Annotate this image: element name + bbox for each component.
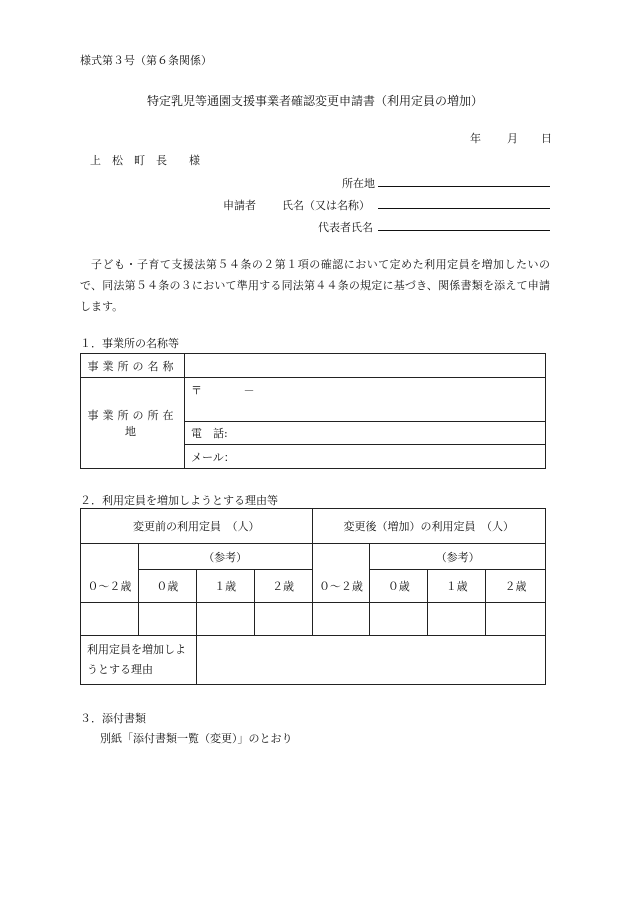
before-blank — [81, 544, 139, 570]
email-label: メール： — [191, 450, 235, 464]
postal-dash: － — [243, 384, 255, 397]
section2-heading: ２．利用定員を増加しようとする理由等 — [80, 494, 278, 507]
phone-label: 電 話: — [191, 427, 228, 440]
date-year: 年 — [470, 132, 481, 145]
postal-field[interactable] — [185, 378, 546, 422]
name-line[interactable] — [378, 208, 550, 209]
before-age-2-value[interactable] — [254, 603, 312, 636]
after-age-0-value[interactable] — [370, 603, 428, 636]
reason-label: 利用定員を増加しようとする理由 — [81, 636, 197, 685]
after-age-0-2-header: ０～２歳 — [312, 570, 370, 603]
date-month: 月 — [507, 132, 518, 145]
facility-table — [80, 353, 546, 469]
phone-field[interactable] — [185, 422, 546, 445]
before-age-0-value[interactable] — [138, 603, 196, 636]
document-title: 特定乳児等通園支援事業者確認変更申請書（利用定員の増加） — [146, 94, 483, 108]
after-age-0-2-value[interactable] — [312, 603, 370, 636]
section1-heading: １．事業所の名称等 — [80, 337, 179, 350]
capacity-table — [80, 508, 546, 685]
attachments-text: 別紙「添付書類一覧（変更）」のとおり — [100, 732, 293, 745]
before-age-2-header: ２歳 — [254, 570, 312, 603]
after-reference-label: （参考） — [370, 544, 546, 570]
after-age-2-value[interactable] — [486, 603, 546, 636]
name-label: 氏名（又は名称） — [282, 199, 370, 212]
facility-name-field[interactable] — [185, 354, 546, 378]
after-age-1-value[interactable] — [428, 603, 486, 636]
email-field[interactable] — [185, 445, 546, 469]
before-age-0-2-header: ０～２歳 — [81, 570, 139, 603]
reason-field[interactable] — [196, 636, 545, 685]
addressee: 上 松 町 長 様 — [90, 154, 200, 167]
after-age-2-header: ２歳 — [486, 570, 546, 603]
facility-name-label: 事業所の名称 — [81, 354, 185, 378]
date-day: 日 — [541, 132, 552, 145]
after-age-1-header: １歳 — [428, 570, 486, 603]
representative-label: 代表者氏名 — [318, 221, 373, 234]
section3-heading: ３．添付書類 — [80, 712, 146, 725]
facility-location-label: 事業所の所在地 — [81, 378, 185, 469]
postal-mark: 〒 — [191, 384, 202, 397]
before-capacity-header: 変更前の利用定員 （人） — [81, 509, 313, 544]
body-text: 子ども・子育て支援法第５４条の２第１項の確認において定めた利用定員を増加したいので、同法第５４条の３において準用する同法第４４条の規定に基づき、関係書類を添えて申請します。 — [80, 258, 550, 313]
after-age-0-header: ０歳 — [370, 570, 428, 603]
before-age-1-value[interactable] — [196, 603, 254, 636]
before-reference-label: （参考） — [138, 544, 312, 570]
after-blank — [312, 544, 370, 570]
after-capacity-header: 変更後（増加）の利用定員 （人） — [312, 509, 546, 544]
address-label: 所在地 — [342, 177, 375, 190]
address-line[interactable] — [378, 186, 550, 187]
before-age-0-2-value[interactable] — [81, 603, 139, 636]
before-age-0-header: ０歳 — [138, 570, 196, 603]
representative-line[interactable] — [378, 230, 550, 231]
applicant-label: 申請者 — [223, 199, 256, 212]
before-age-1-header: １歳 — [196, 570, 254, 603]
form-number: 様式第３号（第６条関係） — [80, 54, 212, 67]
